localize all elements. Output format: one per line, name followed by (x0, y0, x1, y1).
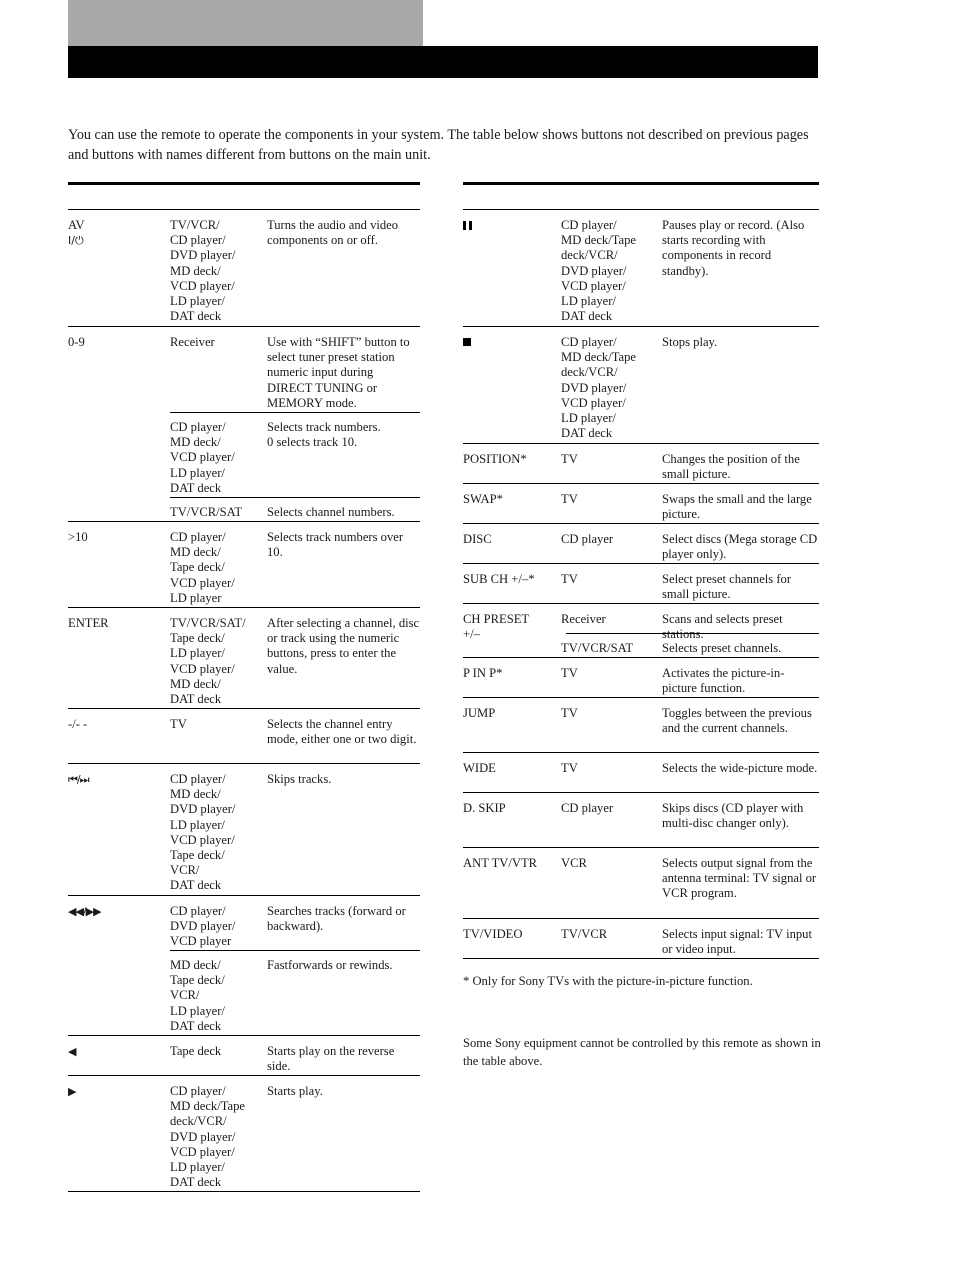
button-name-cell: 0-9 (68, 335, 85, 349)
note-text: Some Sony equipment cannot be controlled by this remote as shown in the table above. (463, 1036, 821, 1068)
function-cell: Selects preset channels. (662, 641, 782, 655)
component-cell: TV (561, 666, 578, 680)
table-row (463, 793, 819, 847)
table-row (68, 327, 420, 412)
component-cell: TV (561, 492, 578, 506)
table-row (68, 1076, 420, 1191)
table-row (68, 896, 420, 950)
table-row (68, 210, 420, 326)
component-cell: CD player/ MD deck/ Tape deck/ VCD player/ LD player (170, 530, 235, 605)
button-name-cell: JUMP (463, 706, 496, 720)
component-cell: CD player/ MD deck/ DVD player/ LD player/ VCD player/ Tape deck/ VCR/ DAT deck (170, 772, 236, 893)
sub-row-rule (566, 633, 819, 634)
function-cell: Select preset channels for small picture. (662, 572, 792, 602)
component-cell: Receiver (561, 612, 606, 626)
function-cell: Swaps the small and the large picture. (662, 492, 812, 522)
component-cell: TV (561, 452, 578, 466)
function-cell: Stops play. (662, 335, 718, 349)
component-cell: CD player/ MD deck/Tape deck/VCR/ DVD player/ VCD player/ LD player/ DAT deck (170, 1084, 246, 1190)
table-row (463, 753, 819, 792)
button-name-cell: ◀ (68, 1045, 76, 1058)
sub-row-rule (170, 950, 420, 951)
button-name-cell: P IN P* (463, 666, 503, 680)
table-row (463, 210, 819, 326)
function-cell: Use with “SHIFT” button to select tuner preset station numeric input during DIRECT TUNING or MEMORY mode. (267, 335, 410, 410)
function-cell: Fastforwards or rewinds. (267, 958, 393, 972)
function-cell: Selects track numbers over 10. (267, 530, 404, 560)
component-cell: TV (561, 761, 578, 775)
table-row (68, 412, 420, 497)
button-name-cell: AV I/⏻ (68, 218, 85, 248)
component-cell: CD player/ MD deck/ VCD player/ LD player/ DAT deck (170, 420, 235, 495)
function-cell: Pauses play or record. (Also starts recording with components in record standby). (662, 218, 805, 278)
table-row (463, 524, 819, 563)
button-name-cell (463, 218, 472, 233)
table-bottom-rule (68, 1191, 420, 1192)
component-cell: TV/VCR/SAT (170, 505, 243, 519)
function-cell: Selects output signal from the antenna terminal: TV signal or VCR program. (662, 856, 817, 901)
function-cell: Skips tracks. (267, 772, 332, 786)
button-name-cell: SUB CH +/–* (463, 572, 535, 586)
table-row (463, 484, 819, 523)
footnote: * Only for Sony TVs with the picture-in-picture function. (463, 974, 753, 988)
component-cell: CD player (561, 532, 614, 546)
pause-icon (463, 221, 472, 230)
button-name-cell: ▶ (68, 1085, 76, 1098)
button-name-cell: ENTER (68, 616, 109, 630)
right-table (463, 182, 819, 959)
component-cell: TV/VCR/SAT (561, 641, 634, 655)
function-cell: Selects channel numbers. (267, 505, 395, 519)
button-name-cell: TV/VIDEO (463, 927, 523, 941)
function-cell: Turns the audio and video components on or off. (267, 218, 399, 248)
table-row (68, 764, 420, 895)
component-cell: CD player/ MD deck/Tape deck/VCR/ DVD player/ VCD player/ LD player/ DAT deck (561, 335, 637, 441)
component-cell: VCR (561, 856, 587, 870)
function-cell: Select discs (Mega storage CD player only). (662, 532, 818, 562)
table-row (463, 848, 819, 918)
function-cell: Selects the channel entry mode, either one or two digit. (267, 717, 417, 747)
button-name-cell: WIDE (463, 761, 496, 775)
button-name-cell: POSITION* (463, 452, 527, 466)
table-row (463, 658, 819, 697)
table-row (68, 1036, 420, 1075)
function-cell: Selects input signal: TV input or video input. (662, 927, 812, 957)
function-cell: Searches tracks (forward or backward). (267, 904, 406, 934)
table-row (463, 327, 819, 443)
component-cell: Tape deck (170, 1044, 222, 1058)
component-cell: CD player/ MD deck/Tape deck/VCR/ DVD player/ VCD player/ LD player/ DAT deck (561, 218, 637, 324)
intro-paragraph: You can use the remote to operate the components in your system. The table below shows buttons not described on previous pages and buttons with names different from buttons on the main unit. (68, 127, 809, 163)
component-cell: CD player (561, 801, 614, 815)
sub-row-rule (170, 412, 420, 413)
component-cell: Receiver (170, 335, 215, 349)
function-cell: After selecting a channel, disc or track using the numeric buttons, press to enter the value. (267, 616, 420, 676)
table-header-space (68, 185, 420, 209)
component-cell: MD deck/ Tape deck/ VCR/ LD player/ DAT deck (170, 958, 225, 1033)
table-row (68, 608, 420, 708)
table-row (463, 444, 819, 483)
function-cell: Starts play. (267, 1084, 323, 1098)
table-row (463, 564, 819, 603)
button-name-cell: D. SKIP (463, 801, 506, 815)
button-name-cell: ⏮/⏭ (68, 773, 89, 786)
component-cell: TV/VCR (561, 927, 608, 941)
component-cell: TV (561, 706, 578, 720)
function-cell: Skips discs (CD player with multi-disc changer only). (662, 801, 804, 831)
left-table (68, 182, 420, 1192)
function-cell: Starts play on the reverse side. (267, 1044, 395, 1074)
component-cell: CD player/ DVD player/ VCD player (170, 904, 236, 949)
sub-row-rule (170, 497, 420, 498)
function-cell: Selects the wide-picture mode. (662, 761, 818, 775)
button-name-cell: ANT TV/VTR (463, 856, 538, 870)
component-cell: TV (170, 717, 187, 731)
table-row (68, 522, 420, 607)
table-row (68, 950, 420, 1035)
table-row (463, 633, 819, 657)
button-name-cell: ◀◀/▶▶ (68, 905, 101, 918)
component-cell: TV/VCR/ CD player/ DVD player/ MD deck/ VCD player/ LD player/ DAT deck (170, 218, 236, 324)
table-row (463, 919, 819, 958)
button-name-cell: DISC (463, 532, 492, 546)
table-bottom-rule (463, 958, 819, 959)
table-row (68, 497, 420, 521)
table-row (463, 604, 819, 642)
stop-icon (463, 338, 471, 346)
component-cell: TV/VCR/SAT/ Tape deck/ LD player/ VCD player/ MD deck/ DAT deck (170, 616, 246, 707)
table-row (463, 698, 819, 752)
function-cell: Selects track numbers. 0 selects track 10. (267, 420, 381, 450)
button-name-cell: -/- - (68, 717, 88, 731)
button-name-cell: SWAP* (463, 492, 503, 506)
component-cell: TV (561, 572, 578, 586)
table-row (68, 709, 420, 763)
power-icon: I/⏻ (68, 234, 84, 248)
table-header-space (463, 185, 819, 209)
header-gray-tab (68, 0, 423, 46)
button-name-cell: >10 (68, 530, 88, 544)
function-cell: Toggles between the previous and the current channels. (662, 706, 812, 736)
button-name-cell (463, 335, 471, 350)
button-name-cell: CH PRESET +/– (463, 612, 530, 642)
header-black-bar (68, 46, 818, 78)
function-cell: Changes the position of the small picture. (662, 452, 800, 482)
function-cell: Activates the picture-in-picture function. (662, 666, 785, 696)
function-cell: Scans and selects preset stations. (662, 612, 783, 642)
